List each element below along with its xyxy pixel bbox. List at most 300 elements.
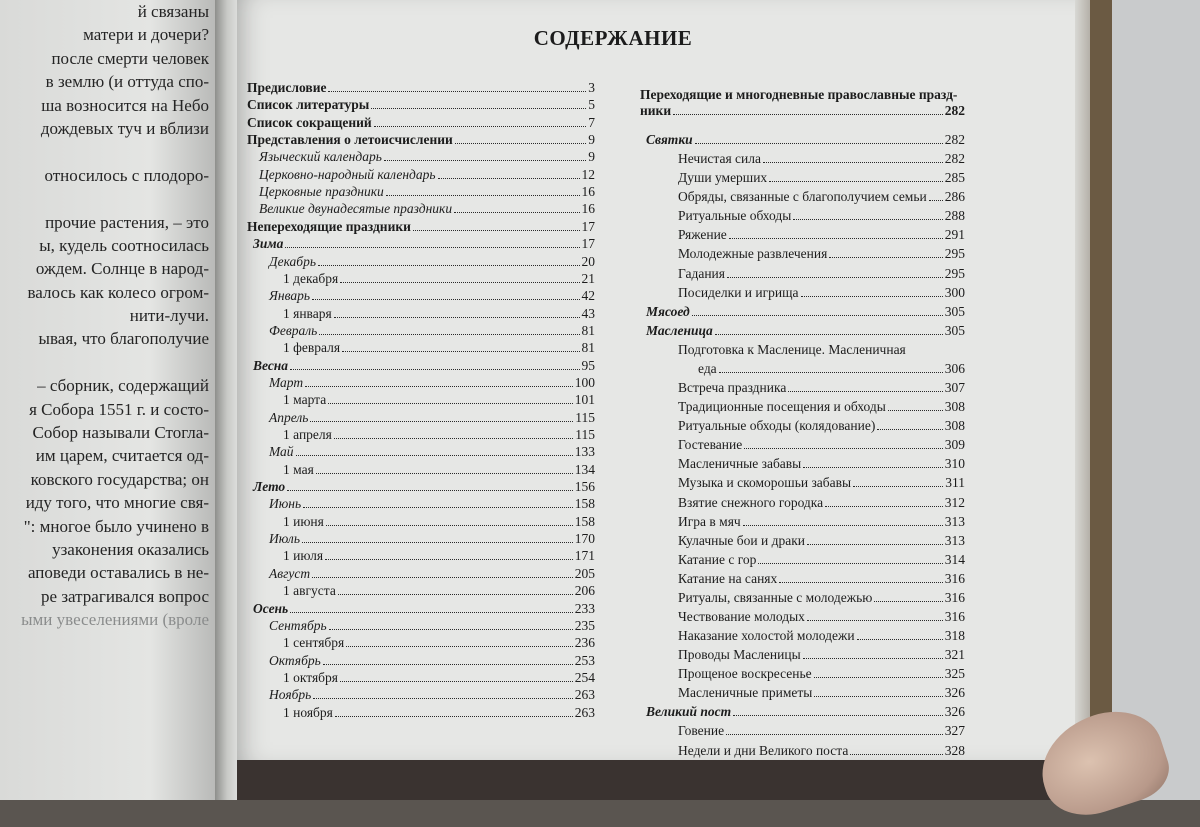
toc-leader bbox=[338, 584, 573, 595]
toc-label: Ритуальные обходы (колядование) bbox=[678, 418, 876, 434]
toc-page-number: 291 bbox=[944, 227, 965, 243]
toc-page-number: 308 bbox=[944, 399, 965, 415]
toc-leader bbox=[335, 706, 573, 717]
left-page bbox=[0, 0, 215, 800]
toc-leader bbox=[807, 534, 943, 545]
toc-label: Катание на санях bbox=[678, 570, 778, 586]
toc-page-number: 253 bbox=[574, 652, 595, 668]
toc-entry[interactable] bbox=[247, 340, 595, 355]
toc-label: Ряжение bbox=[678, 227, 727, 243]
toc-page-number: 205 bbox=[574, 565, 595, 581]
toc-label: Церковно-народный календарь bbox=[259, 166, 436, 182]
toc-leader bbox=[877, 419, 942, 430]
toc-entry[interactable] bbox=[247, 496, 595, 511]
toc-entry[interactable] bbox=[247, 271, 595, 286]
left-page-line: аповеди оставались в не- bbox=[27, 563, 209, 583]
toc-leader bbox=[302, 532, 573, 543]
toc-leader bbox=[346, 636, 572, 647]
toc-leader bbox=[454, 202, 579, 213]
toc-leader bbox=[374, 116, 587, 127]
toc-entry[interactable] bbox=[640, 666, 965, 681]
toc-label: 1 июня bbox=[283, 513, 324, 529]
toc-entry[interactable] bbox=[247, 254, 595, 269]
left-page-line: Собор называли Стогла- bbox=[32, 423, 209, 443]
toc-entry[interactable] bbox=[247, 462, 595, 477]
toc-entry[interactable] bbox=[247, 479, 595, 494]
toc-entry[interactable] bbox=[640, 571, 965, 586]
toc-entry[interactable] bbox=[247, 115, 595, 130]
toc-leader bbox=[744, 438, 943, 449]
toc-label: Август bbox=[269, 565, 311, 581]
toc-entry[interactable] bbox=[247, 548, 595, 563]
toc-label: Кулачные бои и драки bbox=[678, 532, 805, 548]
toc-page-number: 95 bbox=[581, 357, 595, 373]
toc-label: Говение bbox=[678, 723, 725, 739]
toc-label: Масленичные приметы bbox=[678, 685, 813, 701]
toc-page-number: 327 bbox=[944, 723, 965, 739]
toc-page-number: 81 bbox=[581, 322, 595, 338]
toc-leader bbox=[334, 307, 580, 318]
toc-leader bbox=[323, 654, 573, 665]
toc-page-number: 17 bbox=[581, 236, 595, 252]
toc-label: Традиционные посещения и обходы bbox=[678, 399, 886, 415]
toc-label: Души умерших bbox=[678, 170, 768, 186]
toc-entry[interactable] bbox=[640, 475, 965, 490]
toc-entry[interactable] bbox=[247, 201, 595, 216]
left-page-line: ывая, что благополучие bbox=[38, 329, 209, 349]
toc-leader bbox=[715, 324, 943, 335]
toc-label: Зима bbox=[253, 236, 284, 252]
toc-entry[interactable] bbox=[640, 246, 965, 261]
toc-page-number: 326 bbox=[944, 704, 965, 720]
toc-label: Недели и дни Великого поста bbox=[678, 742, 849, 758]
toc-leader bbox=[850, 744, 942, 755]
toc-leader bbox=[814, 686, 942, 697]
toc-leader bbox=[328, 81, 586, 92]
toc-label: Весна bbox=[253, 357, 289, 373]
toc-page-number: 17 bbox=[581, 218, 595, 234]
toc-label: Декабрь bbox=[269, 253, 316, 269]
toc-page-number: 134 bbox=[574, 461, 595, 477]
toc-entry[interactable] bbox=[640, 514, 965, 529]
toc-label: Май bbox=[269, 444, 294, 460]
toc-leader bbox=[318, 255, 580, 266]
toc-page-number: 170 bbox=[574, 531, 595, 547]
toc-label: Ритуальные обходы bbox=[678, 208, 792, 224]
toc-page-number: 295 bbox=[944, 246, 965, 262]
toc-leader bbox=[287, 480, 573, 491]
toc-label: Июль bbox=[269, 531, 300, 547]
toc-page-number: 101 bbox=[574, 392, 595, 408]
toc-entry[interactable] bbox=[247, 375, 595, 390]
toc-label: Октябрь bbox=[269, 652, 321, 668]
toc-leader bbox=[793, 209, 942, 220]
toc-entry[interactable] bbox=[247, 635, 595, 650]
toc-page-number: 233 bbox=[574, 600, 595, 616]
toc-entry-wrapline: Подготовка к Масленице. Масленичная bbox=[678, 341, 906, 357]
toc-page-number: 286 bbox=[944, 189, 965, 205]
toc-page-number: 309 bbox=[944, 437, 965, 453]
toc-heading-line1: Переходящие и многодневные православные празд- bbox=[640, 87, 958, 102]
toc-page-number: 20 bbox=[581, 253, 595, 269]
toc-label: Январь bbox=[269, 288, 310, 304]
toc-label: Взятие снежного городка bbox=[678, 494, 824, 510]
toc-entry[interactable] bbox=[640, 304, 965, 319]
left-page-line: валось как колесо огром- bbox=[27, 282, 209, 302]
toc-label: Великий пост bbox=[646, 704, 732, 720]
toc-label: 1 января bbox=[283, 305, 332, 321]
toc-page-number: 9 bbox=[588, 132, 595, 148]
toc-entry[interactable] bbox=[640, 170, 965, 185]
toc-entry[interactable] bbox=[247, 184, 595, 199]
toc-page-number: 156 bbox=[574, 479, 595, 495]
toc-entry[interactable] bbox=[247, 323, 595, 338]
toc-label: 1 ноября bbox=[283, 704, 333, 720]
toc-label: Список сокращений bbox=[247, 114, 372, 130]
toc-entry[interactable] bbox=[247, 97, 595, 112]
toc-entry[interactable] bbox=[247, 167, 595, 182]
left-page-line: й связаны bbox=[137, 2, 209, 21]
left-page-line bbox=[21, 140, 209, 163]
toc-page-number: 158 bbox=[574, 496, 595, 512]
toc-entry[interactable] bbox=[640, 456, 965, 471]
toc-label: Наказание холостой молодежи bbox=[678, 628, 855, 644]
toc-page-number: 311 bbox=[945, 475, 965, 491]
toc-leader bbox=[779, 572, 942, 583]
toc-leader bbox=[733, 705, 943, 716]
toc-leader bbox=[340, 272, 579, 283]
toc-label: Молодежные развлечения bbox=[678, 246, 828, 262]
toc-leader bbox=[313, 688, 572, 699]
toc-leader bbox=[326, 515, 573, 526]
toc-label: Непереходящие праздники bbox=[247, 218, 411, 234]
toc-label: Список литературы bbox=[247, 97, 370, 113]
left-page-line: я Собора 1551 г. и состо- bbox=[29, 399, 209, 419]
toc-page-number: 282 bbox=[944, 132, 965, 147]
toc-leader bbox=[825, 496, 943, 507]
left-page-line: иду того, что многие свя- bbox=[25, 493, 209, 513]
left-page-line: – сборник, содержащий bbox=[37, 376, 209, 396]
toc-leader bbox=[803, 648, 943, 659]
toc-label: Прощеное воскресенье bbox=[678, 666, 812, 682]
toc-label: 1 февраля bbox=[283, 340, 341, 356]
toc-page-number: 42 bbox=[581, 288, 595, 304]
toc-entry[interactable] bbox=[247, 444, 595, 459]
toc-leader bbox=[329, 619, 573, 630]
toc-label: Катание с гор bbox=[678, 551, 757, 567]
book-cover-edge bbox=[1090, 0, 1112, 760]
toc-label: Сентябрь bbox=[269, 617, 327, 633]
toc-leader bbox=[316, 463, 573, 474]
toc-label: Представления о летоисчислении bbox=[247, 132, 453, 148]
left-page-line: дождевых туч и вблизи bbox=[40, 118, 209, 138]
toc-leader bbox=[763, 152, 943, 163]
toc-leader bbox=[874, 591, 942, 602]
toc-page-number: 295 bbox=[944, 265, 965, 281]
toc-leader bbox=[285, 237, 579, 248]
toc-leader bbox=[325, 549, 573, 560]
toc-leader bbox=[290, 359, 579, 370]
toc-page-number: 285 bbox=[944, 170, 965, 186]
toc-label: Нечистая сила bbox=[678, 151, 761, 167]
toc-entry[interactable] bbox=[640, 647, 965, 662]
toc-page-number: 235 bbox=[574, 617, 595, 633]
left-page-line: матери и дочери? bbox=[83, 25, 209, 45]
toc-entry[interactable] bbox=[640, 743, 965, 758]
toc-leader bbox=[438, 168, 580, 179]
left-page-line: прочие растения, – это bbox=[45, 212, 209, 232]
toc-page-number: 12 bbox=[581, 166, 595, 182]
toc-entry[interactable] bbox=[640, 151, 965, 166]
toc-entry[interactable] bbox=[247, 427, 595, 442]
toc-entry[interactable] bbox=[640, 590, 965, 605]
toc-leader bbox=[296, 445, 573, 456]
left-page-line: нити-лучи. bbox=[129, 306, 209, 326]
toc-leader bbox=[788, 381, 942, 392]
toc-page-number: 263 bbox=[574, 704, 595, 720]
toc-entry[interactable] bbox=[640, 704, 965, 719]
toc-page-number: 300 bbox=[944, 284, 965, 300]
toc-entry[interactable] bbox=[247, 601, 595, 616]
toc-page-number: 81 bbox=[581, 340, 595, 356]
toc-entry[interactable] bbox=[247, 687, 595, 702]
toc-entry[interactable] bbox=[247, 306, 595, 321]
toc-entry[interactable] bbox=[640, 609, 965, 624]
toc-leader bbox=[303, 497, 573, 508]
toc-label: Февраль bbox=[269, 322, 318, 338]
toc-entry[interactable] bbox=[640, 132, 965, 147]
toc-page-number: 310 bbox=[944, 456, 965, 472]
toc-label: Гостевание bbox=[678, 437, 743, 453]
toc-entry[interactable] bbox=[640, 285, 965, 300]
toc-leader bbox=[328, 393, 573, 404]
toc-label: 1 октября bbox=[283, 669, 339, 685]
toc-label: Посиделки и игрища bbox=[678, 284, 799, 300]
toc-label: Июнь bbox=[269, 496, 302, 512]
toc-page-number: 288 bbox=[944, 208, 965, 224]
toc-label: Масленичные забавы bbox=[678, 456, 802, 472]
bottom-shadow bbox=[237, 760, 1117, 800]
toc-entry[interactable] bbox=[640, 552, 965, 567]
toc-page-number: 16 bbox=[581, 201, 595, 217]
toc-page-number: 236 bbox=[574, 635, 595, 651]
toc-leader bbox=[386, 185, 580, 196]
toc-leader bbox=[929, 190, 943, 201]
toc-label: Масленица bbox=[646, 322, 713, 338]
toc-entry[interactable] bbox=[640, 723, 965, 738]
left-page-line: ": многое было учинено в bbox=[23, 516, 209, 536]
toc-entry[interactable] bbox=[640, 399, 965, 414]
left-page-line bbox=[21, 187, 209, 210]
toc-page-number: 305 bbox=[944, 303, 965, 319]
toc-leader bbox=[692, 305, 943, 316]
toc-leader bbox=[727, 267, 943, 278]
toc-label: Лето bbox=[253, 479, 286, 495]
toc-heading-entry bbox=[640, 103, 965, 118]
toc-label: Апрель bbox=[269, 409, 309, 425]
toc-leader bbox=[801, 286, 943, 297]
toc-leader bbox=[342, 341, 579, 352]
toc-page-number: 316 bbox=[944, 570, 965, 586]
toc-page-number: 316 bbox=[944, 589, 965, 605]
toc-entry[interactable] bbox=[247, 705, 595, 720]
toc-entry[interactable] bbox=[640, 418, 965, 433]
toc-label: Церковные праздники bbox=[259, 184, 384, 200]
toc-entry[interactable] bbox=[247, 531, 595, 546]
toc-entry[interactable] bbox=[640, 533, 965, 548]
toc-entry[interactable] bbox=[247, 583, 595, 598]
left-page-line: ыми увеселениями (вроле bbox=[21, 610, 209, 630]
toc-entry[interactable] bbox=[640, 266, 965, 281]
left-page-line: в землю (и оттуда спо- bbox=[45, 72, 209, 92]
toc-leader bbox=[726, 724, 943, 735]
toc-page-number: 3 bbox=[588, 80, 595, 95]
toc-entry[interactable] bbox=[640, 227, 965, 242]
toc-label: Ноябрь bbox=[269, 687, 312, 703]
toc-entry[interactable] bbox=[247, 132, 595, 147]
toc-label: 1 сентября bbox=[283, 635, 345, 651]
toc-entry[interactable] bbox=[247, 80, 595, 95]
toc-leader bbox=[695, 133, 943, 144]
toc-page-number: 305 bbox=[944, 322, 965, 338]
toc-page-number: 7 bbox=[588, 114, 595, 130]
toc-page: 282 bbox=[944, 103, 965, 118]
toc-leader bbox=[807, 610, 943, 621]
left-page-line: ождем. Солнце в народ- bbox=[35, 259, 209, 279]
toc-entry[interactable] bbox=[247, 219, 595, 234]
toc-label: Обряды, связанные с благополучием семьи bbox=[678, 189, 927, 205]
toc-leader bbox=[803, 457, 943, 468]
toc-label: Игра в мяч bbox=[678, 513, 741, 529]
toc-entry[interactable] bbox=[247, 653, 595, 668]
toc-entry[interactable] bbox=[640, 495, 965, 510]
toc-leader bbox=[729, 228, 943, 239]
toc-page-number: 115 bbox=[575, 409, 595, 425]
toc-leader bbox=[310, 411, 573, 422]
toc-entry[interactable] bbox=[247, 566, 595, 581]
toc-leader bbox=[758, 553, 942, 564]
toc-leader bbox=[743, 515, 943, 526]
toc-entry[interactable] bbox=[247, 149, 595, 164]
toc-label: 1 мая bbox=[283, 461, 314, 477]
left-page-line: ы, кудель соотносилась bbox=[39, 235, 209, 255]
toc-entry[interactable] bbox=[247, 288, 595, 303]
toc-leader bbox=[384, 150, 586, 161]
toc-label: 1 декабря bbox=[283, 270, 339, 286]
page-title: СОДЕРЖАНИЕ bbox=[533, 26, 693, 50]
toc-label: 1 апреля bbox=[283, 427, 332, 442]
toc-label: Мясоед bbox=[646, 303, 690, 319]
toc-leader bbox=[312, 289, 580, 300]
toc-leader bbox=[319, 324, 579, 335]
toc-leader bbox=[769, 171, 943, 182]
left-page-line bbox=[21, 351, 209, 374]
toc-leader bbox=[455, 133, 586, 144]
toc-leader bbox=[340, 671, 573, 682]
toc-page-number: 133 bbox=[574, 444, 595, 460]
toc-entry[interactable] bbox=[640, 380, 965, 395]
toc-leader bbox=[290, 602, 573, 613]
toc-label: ники bbox=[640, 103, 672, 118]
toc-leader bbox=[673, 104, 943, 115]
toc-leader bbox=[853, 476, 943, 487]
toc-entry[interactable] bbox=[247, 392, 595, 407]
left-page-line: узаконения оказались bbox=[52, 539, 209, 559]
toc-page-number: 326 bbox=[944, 685, 965, 701]
toc-page-number: 316 bbox=[944, 609, 965, 624]
toc-leader bbox=[371, 98, 586, 109]
toc-leader bbox=[719, 362, 943, 373]
toc-page-number: 171 bbox=[574, 548, 595, 564]
left-page-text bbox=[21, 0, 209, 632]
toc-page-number: 43 bbox=[581, 305, 595, 321]
toc-page-number: 306 bbox=[944, 360, 965, 376]
toc-page-number: 9 bbox=[588, 149, 595, 165]
toc-entry[interactable] bbox=[247, 236, 595, 251]
toc-page-number: 313 bbox=[944, 532, 965, 548]
toc-page-number: 254 bbox=[574, 669, 595, 685]
toc-page-number: 328 bbox=[944, 742, 965, 758]
toc-entry[interactable] bbox=[640, 323, 965, 338]
toc-label: еда bbox=[698, 360, 717, 376]
toc-leader bbox=[829, 247, 942, 258]
toc-page-number: 158 bbox=[574, 513, 595, 529]
toc-label: Чествование молодых bbox=[678, 609, 805, 624]
toc-page-number: 16 bbox=[581, 184, 595, 200]
toc-entry[interactable] bbox=[247, 410, 595, 425]
toc-label: Языческий календарь bbox=[259, 149, 382, 165]
toc-page-number: 314 bbox=[944, 551, 965, 567]
toc-entry[interactable] bbox=[640, 628, 965, 643]
toc-entry[interactable] bbox=[247, 670, 595, 685]
toc-entry[interactable] bbox=[640, 437, 965, 452]
toc-leader bbox=[305, 376, 573, 387]
toc-leader bbox=[857, 629, 943, 640]
left-page-line: им царем, считается од- bbox=[35, 446, 209, 466]
toc-page-number: 115 bbox=[575, 427, 595, 442]
toc-label: Осень bbox=[253, 600, 289, 616]
toc-page-number: 321 bbox=[944, 647, 965, 663]
toc-page-number: 313 bbox=[944, 513, 965, 529]
toc-entry[interactable] bbox=[640, 361, 965, 376]
toc-label: Музыка и скоморошьи забавы bbox=[678, 475, 852, 491]
toc-label: 1 марта bbox=[283, 392, 327, 408]
toc-entry[interactable] bbox=[247, 514, 595, 529]
toc-leader bbox=[334, 428, 573, 439]
toc-entry[interactable] bbox=[640, 685, 965, 700]
toc-label: Март bbox=[269, 374, 304, 390]
toc-page-number: 206 bbox=[574, 583, 595, 599]
book-gutter bbox=[215, 0, 237, 800]
toc-entry[interactable] bbox=[247, 358, 595, 373]
toc-page-number: 100 bbox=[574, 374, 595, 390]
left-page-line: после смерти человек bbox=[51, 48, 209, 68]
toc-page-number: 318 bbox=[944, 628, 965, 644]
toc-label: Гадания bbox=[678, 265, 725, 281]
toc-label: Великие двунадесятые праздники bbox=[259, 201, 453, 217]
toc-entry[interactable] bbox=[247, 618, 595, 633]
toc-entry[interactable] bbox=[640, 189, 965, 204]
toc-entry[interactable] bbox=[640, 208, 965, 223]
background-wall bbox=[1112, 0, 1200, 800]
toc-page-number: 312 bbox=[944, 494, 965, 510]
toc-page-number: 5 bbox=[588, 97, 595, 113]
toc-leader bbox=[814, 667, 943, 678]
toc-page-number: 325 bbox=[944, 666, 965, 682]
toc-label: 1 августа bbox=[283, 583, 336, 599]
toc-leader bbox=[888, 400, 943, 411]
toc-label: Святки bbox=[646, 132, 693, 147]
